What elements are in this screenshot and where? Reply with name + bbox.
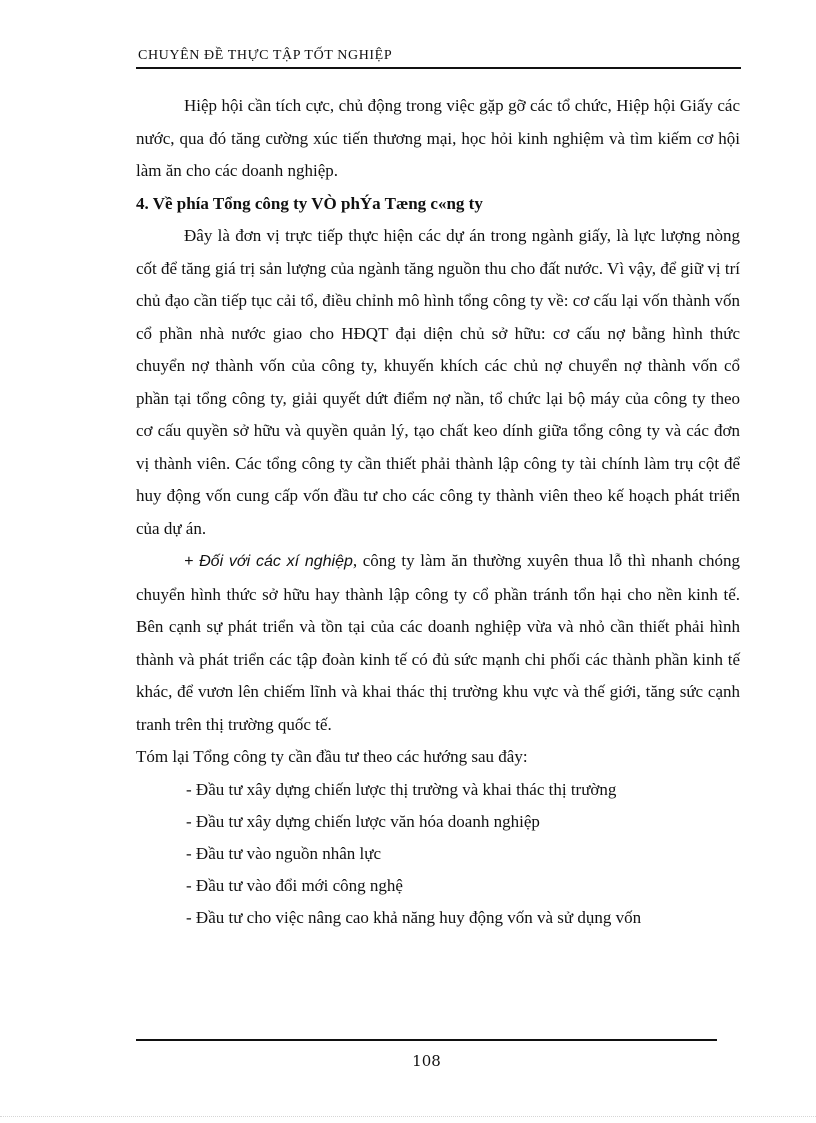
list-item: - Đầu tư xây dựng chiến lược văn hóa doanh nghiệp [186,811,540,831]
page-body [136,90,740,934]
page-edge-divider [0,1116,816,1117]
paragraph-hiep-hoi: Hiệp hội cần tích cực, chủ động trong việc gặp gỡ các tổ chức, Hiệp hội Giấy các nước, qua đó tăng cường xúc tiến thương mại, học hỏi kinh nghiệm và tìm kiếm cơ hội làm ăn cho các doanh nghiệp. [136,96,740,180]
page-number: 108 [412,1052,441,1070]
paragraph-xi-nghiep [136,545,740,741]
list-item: - Đầu tư xây dựng chiến lược thị trường và khai thác thị trường [186,779,617,799]
paragraph-tong-cong-ty: Đây là đơn vị trực tiếp thực hiện các dự án trong ngành giấy, là lực lượng nòng cốt để tăng giá trị sản lượng của ngành tăng nguồn thu cho đất nước. Vì vậy, để giữ vị trí chủ đạo cần tiếp tục cải tổ, điều chỉnh mô hình tổng công ty về: cơ cấu lại vốn thành vốn cổ phần nhà nước giao cho HĐQT đại diện chủ sở hữu: cơ cấu nợ bằng hình thức chuyển nợ thành vốn của công ty, khuyến khích các chủ nợ chuyển nợ thành vốn cổ phần tại tổng công ty, giải quyết dứt điểm nợ nần, tổ chức lại bộ máy của công ty theo cơ cấu quyền sở hữu và quyền quản lý, tạo chất keo dính giữa tổng công ty và các đơn vị thành viên. Các tổng công ty cần thiết phải thành lập công ty tài chính làm trụ cột để huy động vốn cung cấp vốn đầu tư cho các công ty thành viên theo kế hoạch phát triển của dự án. [136,226,740,538]
paragraph-lead-italic: + Đối với các xí nghiệp [184,553,353,570]
paragraph-summary: Tóm lại Tổng công ty cần đầu tư theo các hướng sau đây: [136,747,528,766]
footer-rule [136,1039,717,1041]
list-item: - Đầu tư cho việc nâng cao khả năng huy động vốn và sử dụng vốn [186,907,642,927]
list-item: - Đầu tư vào nguồn nhân lực [186,843,381,863]
running-header: CHUYÊN ĐỀ THỰC TẬP TỐT NGHIỆP [138,48,393,63]
investment-list [136,774,740,934]
section-heading: 4. Về phía Tổng công ty VÒ phÝa Tæng c«ng ty [136,193,483,213]
list-item: - Đầu tư vào đổi mới công nghệ [186,875,403,895]
header-rule [136,67,741,69]
paragraph-xi-nghiep-text: , công ty làm ăn thường xuyên thua lỗ thì nhanh chóng chuyển hình thức sở hữu hay thành lập công ty cổ phần tránh tổn hại cho nền kinh tế. Bên cạnh sự phát triển và tồn tại của các doanh nghiệp vừa và nhỏ cần thiết phải hình thành và phát triển các tập đoàn kinh tế có đủ sức mạnh chi phối các thành phần kinh tế khác, để vươn lên chiếm lĩnh và khai thác thị trường khu vực và thế giới, tăng sức cạnh tranh trên thị trường quốc tế. [136,551,740,734]
